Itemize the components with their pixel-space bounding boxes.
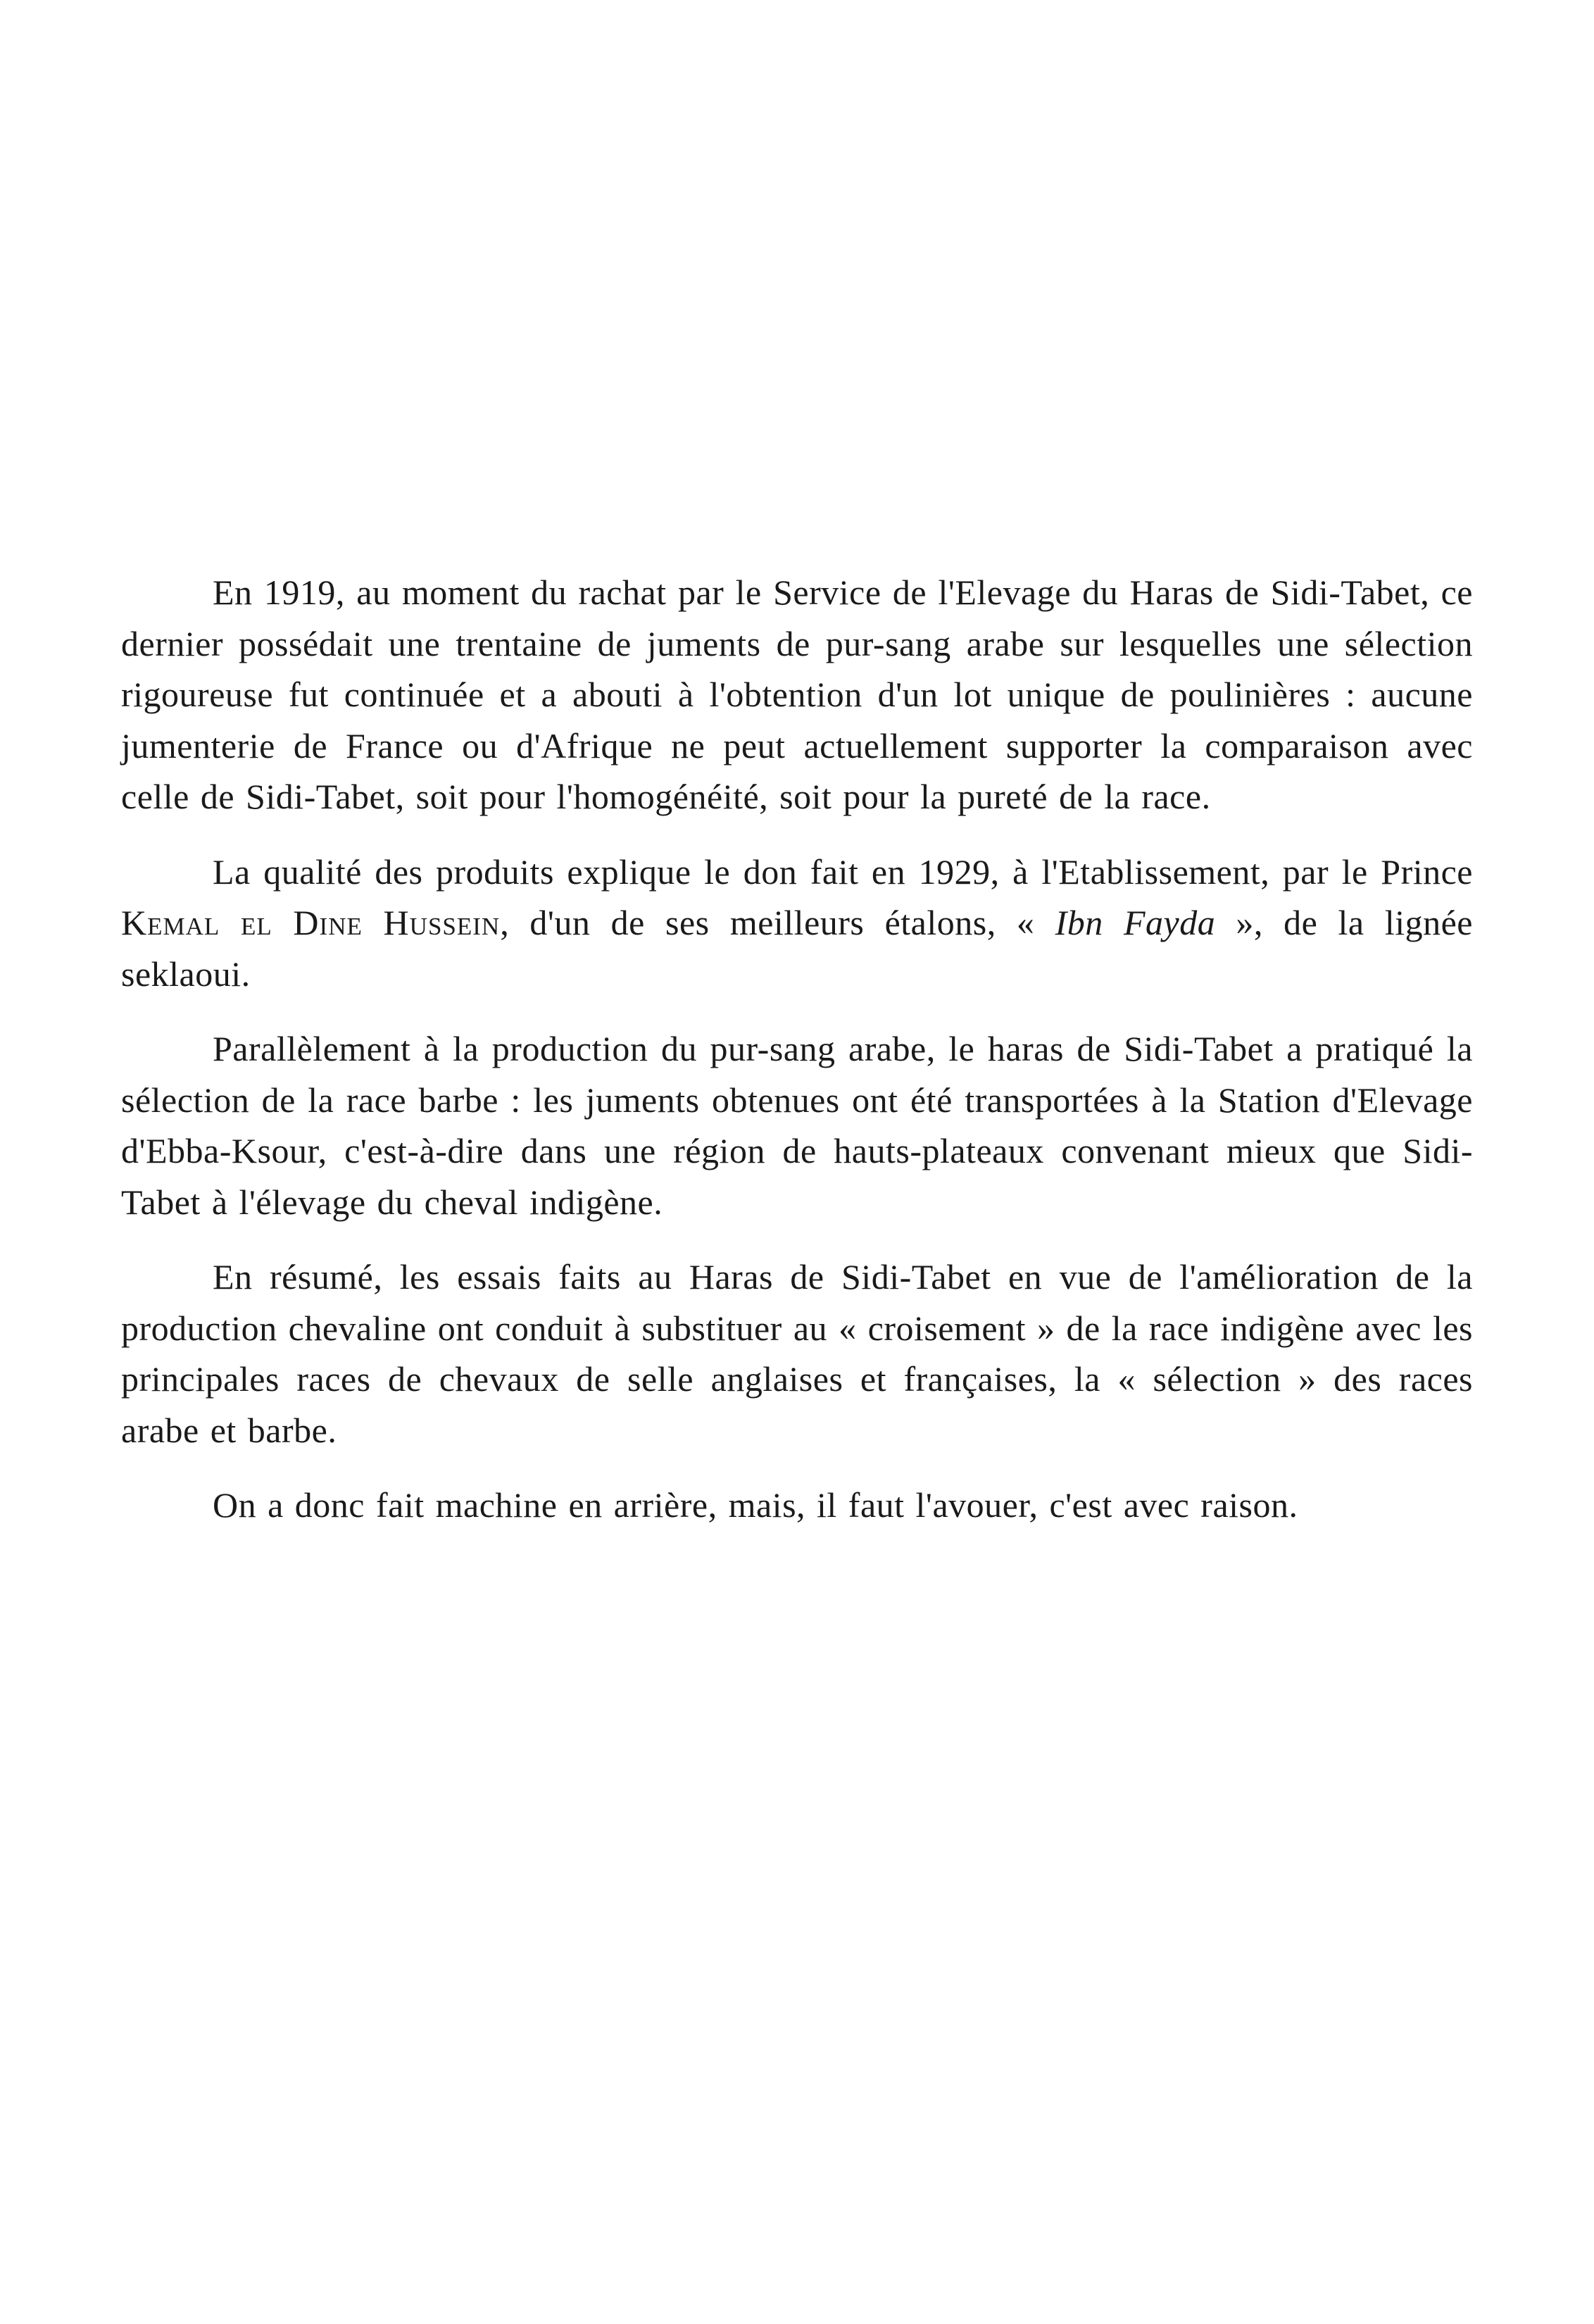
- paragraph-2-text-start: La qualité des produits explique le don fait en 1929, à l'Etablissement, par le Prince: [213, 851, 1473, 892]
- stallion-name: Ibn Fayda: [1055, 903, 1216, 942]
- paragraph-3: Parallèlement à la production du pur-sang arabe, le haras de Sidi-Tabet a pratiqué la sélection de la race barbe : les juments obtenues ont été transportées à la Station d'Elevage d'Ebba-Ksour, c'est-à-dire dans une région de hauts-plateaux convenant mieux que Sidi-Tabet à l'élevage du cheval indigène.: [121, 1029, 1473, 1222]
- prince-name: Kemal el Dine Hussein: [121, 903, 501, 942]
- body-text: [121, 567, 1473, 1531]
- paragraph-2-text-end: », de la lignée seklaoui.: [121, 903, 1473, 994]
- paragraph-1: En 1919, au moment du rachat par le Service de l'Elevage du Haras de Sidi-Tabet, ce dernier possédait une trentaine de juments de pur-sang arabe sur lesquelles une sélection rigoureuse fut continuée et a abouti à l'obtention d'un lot unique de poulinières : aucune jumenterie de France ou d'Afrique ne peut actuellement supporter la comparaison avec celle de Sidi-Tabet, soit pour l'homogénéité, soit pour la pureté de la race.: [121, 573, 1473, 816]
- paragraph-4: En résumé, les essais faits au Haras de Sidi-Tabet en vue de l'amélioration de la production chevaline ont conduit à substituer au « croisement » de la race indigène avec les principales races de chevaux de selle anglaises et françaises, la « sélection » des races arabe et barbe.: [121, 1257, 1473, 1450]
- paragraph-2: [121, 846, 1473, 1000]
- paragraph-5: On a donc fait machine en arrière, mais, il faut l'avouer, c'est avec raison.: [213, 1485, 1298, 1525]
- paragraph-2-text-middle: , d'un de ses meilleurs étalons, «: [500, 903, 1055, 942]
